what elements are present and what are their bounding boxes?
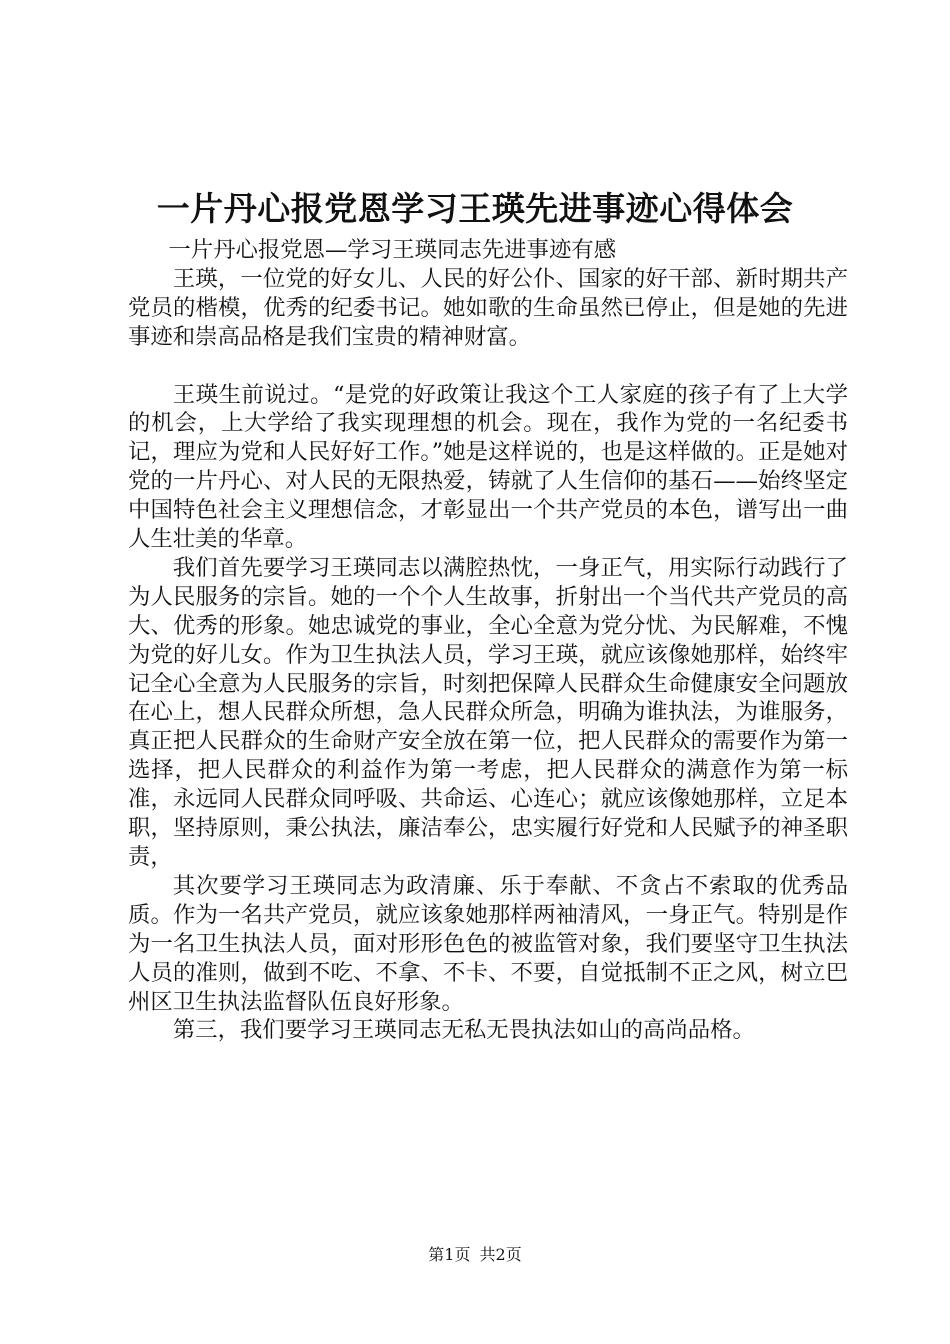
paragraph: 其次要学习王瑛同志为政清廉、乐于奉献、不贪占不索取的优秀品质。作为一名共产党员，就应该象她那样两袖清风，一身正气。特别是作为一名卫生执法人员，面对形形色色的被监管对象，我们要坚守卫生执法人员的准则，做到不吃、不拿、不卡、不要，自觉抵制不正之风，树立巴州区卫生执法监督队伍良好形象。 [128, 872, 848, 1015]
page-number: 第1页 [428, 1245, 471, 1264]
document-title: 一片丹心报党恩学习王瑛先进事迹心得体会 [156, 189, 794, 228]
paragraph: 第三，我们要学习王瑛同志无私无畏执法如山的高尚品格。 [172, 1017, 755, 1044]
document-body [128, 236, 848, 1045]
paragraph: 王瑛生前说过。“是党的好政策让我这个工人家庭的孩子有了上大学的机会，上大学给了我实现理想的机会。现在，我作为党的一名纪委书记，理应为党和人民好好工作。”她是这样说的，也是这样做的。正是她对党的一片丹心、对人民的无限热爱，铸就了人生信仰的基石——始终坚定中国特色社会主义理想信念，才彰显出一个共产党员的本色，谱写出一曲人生壮美的华章。 [128, 381, 848, 553]
document-subtitle: 一片丹心报党恩—学习王瑛同志先进事迹有感 [168, 237, 617, 263]
paragraph: 王瑛，一位党的好女儿、人民的好公仆、国家的好干部、新时期共产党员的楷模，优秀的纪委书记。她如歌的生命虽然已停止，但是她的先进事迹和崇高品格是我们宝贵的精神财富。 [128, 265, 848, 350]
page-total: 共2页 [479, 1245, 522, 1264]
page-footer [0, 1245, 950, 1265]
paragraph: 我们首先要学习王瑛同志以满腔热忱，一身正气，用实际行动践行了为人民服务的宗旨。她的一个个人生故事，折射出一个当代共产党员的高大、优秀的形象。她忠诚党的事业，全心全意为党分忧、为民解难，不愧为党的好儿女。作为卫生执法人员，学习王瑛，就应该像她那样，始终牢记全心全意为人民服务的宗旨，时刻把保障人民群众生命健康安全问题放在心上，想人民群众所想，急人民群众所急，明确为谁执法，为谁服务，真正把人民群众的生命财产安全放在第一位，把人民群众的需要作为第一选择，把人民群众的利益作为第一考虑，把人民群众的满意作为第一标准，永远同人民群众同呼吸、共命运、心连心；就应该像她那样，立足本职，坚持原则，秉公执法，廉洁奉公，忠实履行好党和人民赋予的神圣职责， [128, 554, 848, 871]
